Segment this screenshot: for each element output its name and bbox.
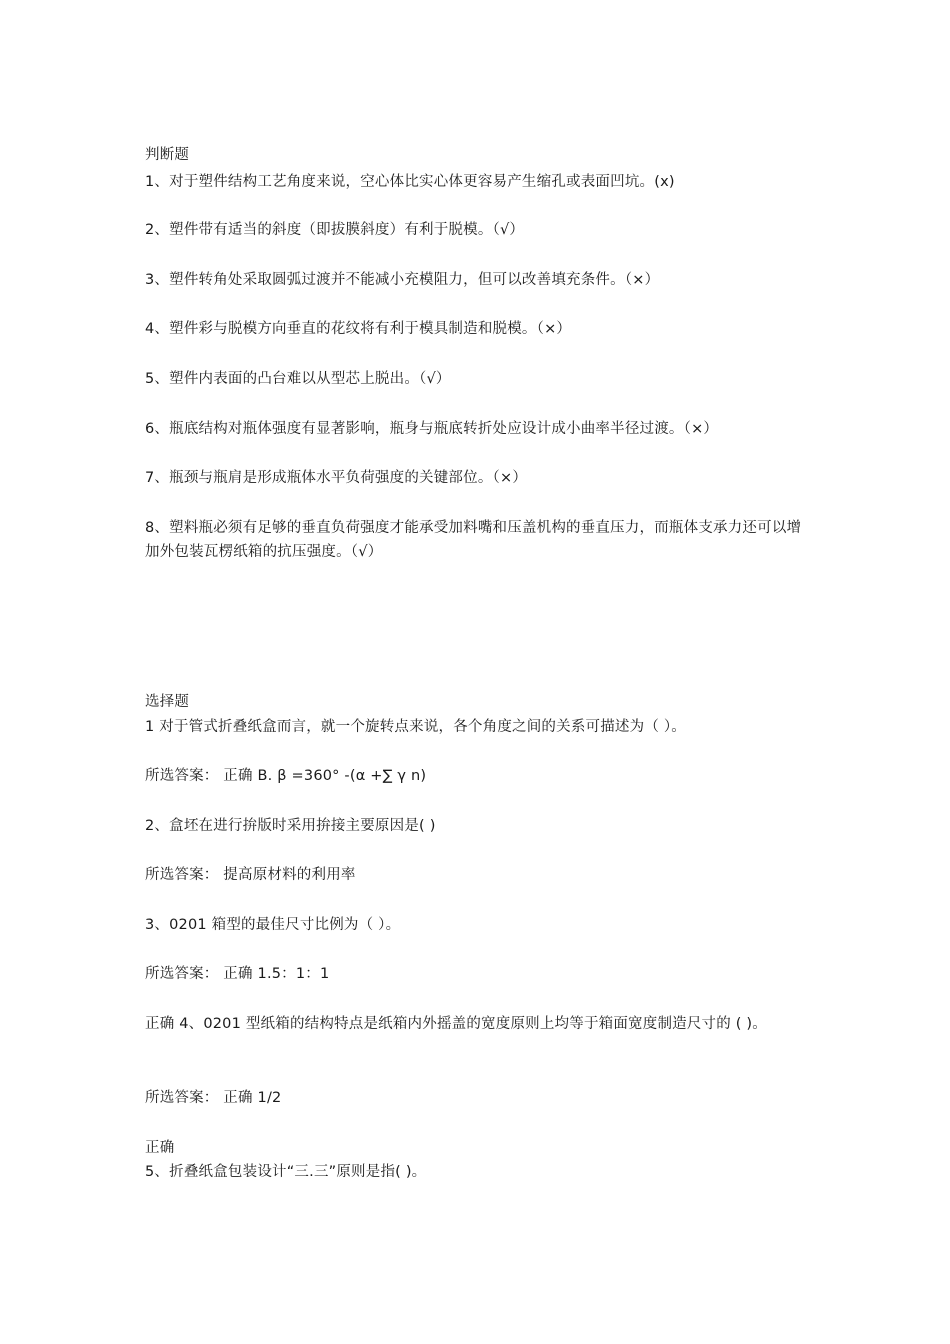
choice-question-5: 5、折叠纸盒包装设计“三.三”原则是指( )。 <box>145 1164 427 1180</box>
choice-heading: 选择题 <box>145 694 190 710</box>
choice-answer-3: 所选答案： 正确 1.5：1：1 <box>145 966 330 982</box>
choice-answer-4: 所选答案： 正确 1/2 <box>145 1090 282 1106</box>
judgement-item-8: 8、塑料瓶必须有足够的垂直负荷强度才能承受加料嘴和压盖机构的垂直压力，而瓶体支承力还可以增加外包装瓦楞纸箱的抗压强度。（√） <box>145 520 802 560</box>
judgement-item-3: 3、塑件转角处采取圆弧过渡并不能减小充模阻力，但可以改善填充条件。（×） <box>145 272 660 288</box>
judgement-item-1: 1、对于塑件结构工艺角度来说，空心体比实心体更容易产生缩孔或表面凹坑。(x) <box>145 174 675 190</box>
judgement-item-7: 7、瓶颈与瓶肩是形成瓶体水平负荷强度的关键部位。（×） <box>145 470 528 486</box>
choice-answer-1: 所选答案： 正确 B. β =360° -(α +∑ γ n) <box>145 768 427 784</box>
judgement-item-2: 2、塑件带有适当的斜度（即拔膜斜度）有利于脱模。（√） <box>145 222 525 238</box>
choice-question-3: 3、0201 箱型的最佳尺寸比例为（ ）。 <box>145 917 401 933</box>
judgement-item-6: 6、瓶底结构对瓶体强度有显著影响，瓶身与瓶底转折处应设计成小曲率半径过渡。（×） <box>145 421 719 437</box>
judgement-item-4: 4、塑件彩与脱模方向垂直的花纹将有利于模具制造和脱模。（×） <box>145 321 572 337</box>
judgement-heading: 判断题 <box>145 147 190 163</box>
choice-answer-2: 所选答案： 提高原材料的利用率 <box>145 867 356 883</box>
choice-question-4: 正确 4、0201 型纸箱的结构特点是纸箱内外摇盖的宽度原则上均等于箱面宽度制造尺寸的 ( )。 <box>145 1016 767 1032</box>
correct-label: 正确 <box>145 1140 175 1156</box>
choice-question-1: 1 对于管式折叠纸盒而言，就一个旋转点来说，各个角度之间的关系可描述为（ ）。 <box>145 719 686 735</box>
judgement-item-5: 5、塑件内表面的凸台难以从型芯上脱出。（√） <box>145 371 451 387</box>
choice-question-2: 2、盒坯在进行拚版时采用拚接主要原因是( ) <box>145 818 436 834</box>
